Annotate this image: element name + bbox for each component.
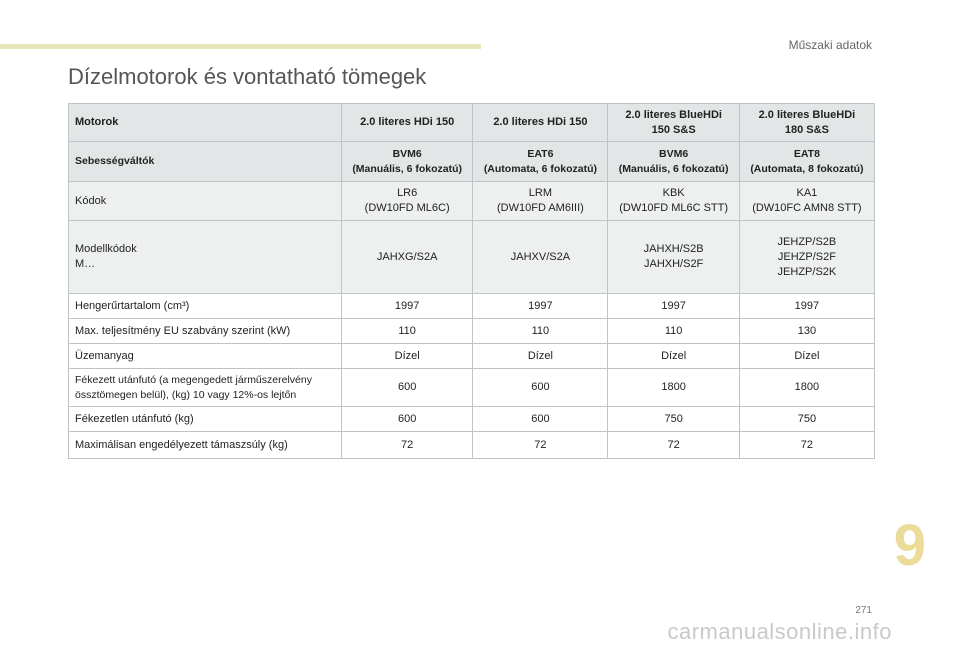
row-cell: Dízel: [473, 344, 608, 369]
codes-cell: KA1 (DW10FC AMN8 STT): [739, 182, 874, 221]
page-title: Dízelmotorok és vontatható tömegek: [68, 64, 427, 89]
gearbox-cell: BVM6 (Manuális, 6 fokozatú): [608, 142, 739, 182]
gearbox-row: [69, 142, 875, 182]
header-cell: 2.0 literes HDi 150: [342, 104, 473, 142]
model-codes-label: Modellkódok M…: [69, 221, 342, 294]
header-cell: 2.0 literes BlueHDi 150 S&S: [608, 104, 739, 142]
header-label: Motorok: [69, 104, 342, 142]
row-cell: 1997: [608, 294, 739, 319]
row-cell: 600: [342, 407, 473, 432]
table-row: [69, 407, 875, 432]
row-cell: 72: [608, 432, 739, 459]
header-cell: 2.0 literes BlueHDi 180 S&S: [739, 104, 874, 142]
row-cell: Dízel: [342, 344, 473, 369]
row-cell: Dízel: [608, 344, 739, 369]
row-cell: 600: [473, 407, 608, 432]
codes-cell: LR6 (DW10FD ML6C): [342, 182, 473, 221]
row-cell: 110: [608, 319, 739, 344]
row-cell: 1997: [739, 294, 874, 319]
header-cell: 2.0 literes HDi 150: [473, 104, 608, 142]
row-cell: 72: [473, 432, 608, 459]
row-cell: 110: [342, 319, 473, 344]
gearbox-cell: BVM6 (Manuális, 6 fokozatú): [342, 142, 473, 182]
top-accent-bar: [0, 44, 481, 49]
row-cell: 72: [739, 432, 874, 459]
codes-cell: KBK (DW10FD ML6C STT): [608, 182, 739, 221]
table-row: [69, 294, 875, 319]
model-codes-row: [69, 221, 875, 294]
row-cell: Dízel: [739, 344, 874, 369]
row-cell: 600: [473, 369, 608, 407]
row-label: Üzemanyag: [69, 344, 342, 369]
row-label: Fékezetlen utánfutó (kg): [69, 407, 342, 432]
table-row: [69, 319, 875, 344]
gearbox-cell: EAT8 (Automata, 8 fokozatú): [739, 142, 874, 182]
row-cell: 1800: [608, 369, 739, 407]
row-label: Maximálisan engedélyezett támaszsúly (kg): [69, 432, 342, 459]
row-cell: 110: [473, 319, 608, 344]
codes-label: Kódok: [69, 182, 342, 221]
model-codes-cell: JEHZP/S2B JEHZP/S2F JEHZP/S2K: [739, 221, 874, 294]
row-cell: 1997: [342, 294, 473, 319]
row-label: Hengerűrtartalom (cm³): [69, 294, 342, 319]
gearbox-label: Sebességváltók: [69, 142, 342, 182]
row-cell: 1800: [739, 369, 874, 407]
table-row: [69, 369, 875, 407]
row-cell: 600: [342, 369, 473, 407]
row-cell: 72: [342, 432, 473, 459]
table-row: [69, 432, 875, 459]
row-cell: 750: [739, 407, 874, 432]
row-cell: 750: [608, 407, 739, 432]
watermark: carmanualsonline.info: [667, 619, 892, 644]
model-codes-cell: JAHXH/S2B JAHXH/S2F: [608, 221, 739, 294]
table-header-row: [69, 104, 875, 142]
chapter-number: 9: [893, 513, 926, 578]
gearbox-cell: EAT6 (Automata, 6 fokozatú): [473, 142, 608, 182]
codes-cell: LRM (DW10FD AM6III): [473, 182, 608, 221]
table-row: [69, 344, 875, 369]
row-label: Fékezett utánfutó (a megengedett járműszerelvény össztömegen belül), (kg) 10 vagy 12%-os lejtőn: [69, 369, 342, 407]
model-codes-cell: JAHXG/S2A: [342, 221, 473, 294]
model-codes-cell: JAHXV/S2A: [473, 221, 608, 294]
page-number: 271: [855, 605, 872, 616]
row-label: Max. teljesítmény EU szabvány szerint (kW): [69, 319, 342, 344]
row-cell: 130: [739, 319, 874, 344]
codes-row: [69, 182, 875, 221]
engine-spec-table: [68, 103, 875, 459]
row-cell: 1997: [473, 294, 608, 319]
section-label: Műszaki adatok: [788, 38, 872, 52]
